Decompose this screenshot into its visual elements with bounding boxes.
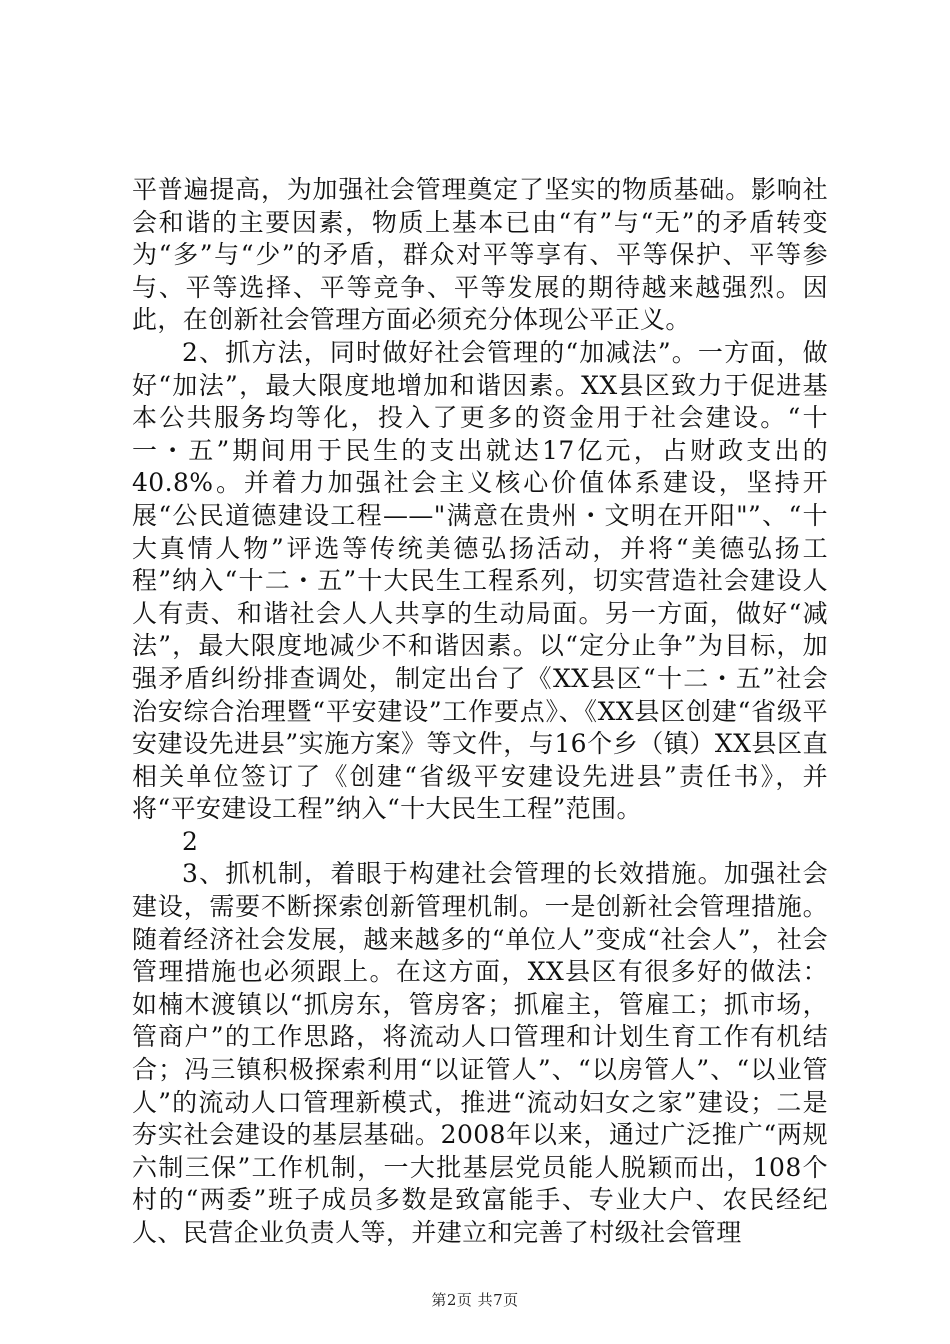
page-footer: 第2页 共7页 bbox=[431, 1291, 519, 1309]
body-text bbox=[132, 174, 828, 1250]
paragraph-mechanism: 3、抓机制，着眼于构建社会管理的长效措施。加强社会建设，需要不断探索创新管理机制。一是创新社会管理措施。随着经济社会发展，越来越多的“单位人”变成“社会人”，社会管理措施也必须跟上。在这方面，XX县区有很多好的做法：如楠木渡镇以“抓房东，管房客；抓雇主，管雇工；抓市场，管商户”的工作思路，将流动人口管理和计划生育工作有机结合；冯三镇积极探索利用“以证管人”、“以房管人”、“以业管人”的流动人口管理新模式，推进“流动妇女之家”建设；二是夯实社会建设的基层基础。2008年以来，通过广泛推广“两规六制三保”工作机制，一大批基层党员能人脱颖而出，108个村的“两委”班子成员多数是致富能手、专业大户、农民经纪人、民营企业负责人等，并建立和完善了村级社会管理 bbox=[132, 859, 828, 1247]
paragraph-continuation: 平普遍提高，为加强社会管理奠定了坚实的物质基础。影响社会和谐的主要因素，物质上基本已由“有”与“无”的矛盾转变为“多”与“少”的矛盾，群众对平等享有、平等保护、平等参与、平等选择、平等竞争、平等发展的期待越来越强烈。因此，在创新社会管理方面必须充分体现公平正义。 bbox=[132, 175, 828, 335]
paragraph-marker: 2 bbox=[182, 826, 199, 856]
paragraph-methods: 2、抓方法，同时做好社会管理的“加减法”。一方面，做好“加法”，最大限度地增加和谐因素。XX县区致力于促进基本公共服务均等化，投入了更多的资金用于社会建设。“十一・五”期间用于民生的支出就达17亿元，占财政支出的40.8%。并着力加强社会主义核心价值体系建设，坚持开展“公民道德建设工程——"满意在贵州・文明在开阳"”、“十大真情人物”评选等传统美德弘扬活动，并将“美德弘扬工程”纳入“十二・五”十大民生工程系列，切实营造社会建设人人有责、和谐社会人人共享的生动局面。另一方面，做好“减法”，最大限度地减少不和谐因素。以“定分止争”为目标，加强矛盾纠纷排查调处，制定出台了《XX县区“十二・五”社会治安综合治理暨“平安建设”工作要点》、《XX县区创建“省级平安建设先进县”实施方案》等文件，与16个乡（镇）XX县区直相关单位签订了《创建“省级平安建设先进县”责任书》，并将“平安建设工程”纳入“十大民生工程”范围。 bbox=[132, 337, 828, 824]
